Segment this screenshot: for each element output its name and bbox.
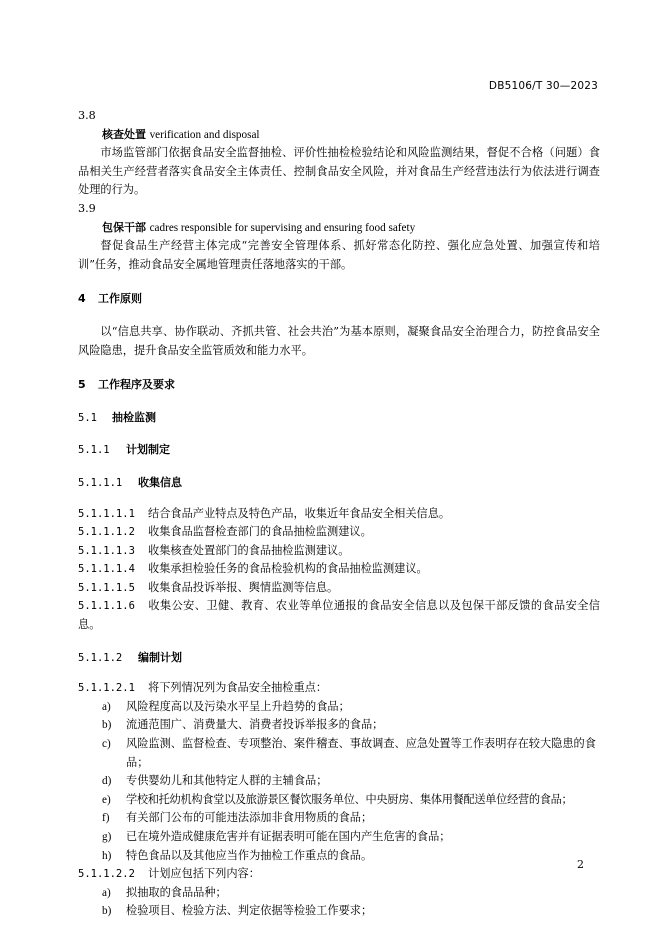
clause-text: 收集公安、卫健、教育、农业等单位通报的食品安全信息以及包保干部反馈的食品安全信息。 xyxy=(78,599,600,632)
list-item xyxy=(78,716,600,735)
clause-text: 将下列情况列为食品安全抽检重点： xyxy=(148,681,328,695)
clause-text: 计划应包括下列内容： xyxy=(148,867,260,881)
list-item xyxy=(78,809,600,828)
list-item xyxy=(78,791,600,810)
clause-text: 收集食品投诉举报、舆情监测等信息。 xyxy=(148,580,339,594)
list-item xyxy=(78,698,600,717)
term-title-cn: 核查处置 xyxy=(102,127,146,141)
section-number: 4 xyxy=(78,292,86,306)
list-marker: c) xyxy=(102,738,111,751)
list-text: 学校和托幼机构食堂以及旅游景区餐饮服务单位、中央厨房、集体用餐配送单位经营的食品； xyxy=(126,792,573,806)
clause-item xyxy=(78,560,600,579)
clause-text: 收集承担检验任务的食品检验机构的食品抽检监测建议。 xyxy=(148,562,428,576)
term-heading xyxy=(78,126,600,145)
clause-item xyxy=(78,865,600,884)
subsection-title: 收集信息 xyxy=(138,475,182,489)
clause-number: 5.1.1.1.5 xyxy=(78,581,135,594)
clause-number: 5.1.1.1.6 xyxy=(78,600,135,613)
list-item xyxy=(78,847,600,866)
list-text: 流通范围广、消费量大、消费者投诉举报多的食品； xyxy=(126,718,384,732)
clause-number: 5.1.1.1.2 xyxy=(78,526,135,539)
clause-block xyxy=(78,679,600,921)
section-title: 工作程序及要求 xyxy=(98,378,175,392)
list-marker: h) xyxy=(102,849,112,862)
document-body xyxy=(78,107,600,921)
subsection-title: 计划制定 xyxy=(126,443,170,457)
list-marker: f) xyxy=(102,812,110,825)
subsection-number: 5.1 xyxy=(78,411,97,424)
list-text: 检验项目、检验方法、判定依据等检验工作要求； xyxy=(126,904,373,918)
list-item xyxy=(78,772,600,791)
document-code: DB5106/T 30—2023 xyxy=(488,80,598,92)
clause-item xyxy=(78,505,600,524)
subsection-heading xyxy=(78,649,600,668)
clause-number: 5.1.1.1.4 xyxy=(78,563,135,576)
list-text: 特色食品以及其他应当作为抽检工作重点的食品。 xyxy=(126,848,373,862)
list-text: 风险监测、监督检查、专项整治、案件稽查、事故调查、应急处置等工作表明存在较大隐患的食品； xyxy=(126,737,596,769)
term-definition: 督促食品生产经营主体完成“完善安全管理体系、抓好常态化防控、强化应急处置、加强宣传和培训”任务，推动食品安全属地管理责任落地落实的干部。 xyxy=(78,239,600,271)
clause-item xyxy=(78,679,600,698)
clause-item xyxy=(78,579,600,598)
subsection-number: 5.1.1.1 xyxy=(78,476,123,489)
term-number: 3.8 xyxy=(78,109,96,122)
term-title-en: verification and disposal xyxy=(149,128,260,141)
list-item xyxy=(78,828,600,847)
list-marker: d) xyxy=(102,775,112,788)
subsection-heading xyxy=(78,474,600,493)
list-marker: a) xyxy=(102,700,111,713)
subsection-heading xyxy=(78,441,600,460)
list-text: 已在境外造成健康危害并有证据表明可能在国内产生危害的食品； xyxy=(126,830,451,843)
list-text: 专供婴幼儿和其他特定人群的主辅食品； xyxy=(126,774,328,788)
clause-list xyxy=(78,505,600,635)
list-text: 有关部门公布的可能违法添加非食用物质的食品； xyxy=(126,811,373,825)
term-title-cn: 包保干部 xyxy=(102,220,146,234)
section-title: 工作原则 xyxy=(98,292,142,306)
clause-text: 收集核查处置部门的食品抽检监测建议。 xyxy=(148,543,350,557)
clause-number: 5.1.1.1.1 xyxy=(78,507,135,520)
subsection-number: 5.1.1 xyxy=(78,444,110,457)
list-marker: b) xyxy=(102,905,112,918)
term-definition: 市场监管部门依据食品安全监督抽检、评价性抽检检验结论和风险监测结果，督促不合格（问题）食品相关生产经营者落实食品安全主体责任、控制食品安全风险，并对食品生产经营违法行为依法进行调查处理的行为。 xyxy=(78,146,600,197)
list-item xyxy=(78,735,600,772)
subsection-title: 抽检监测 xyxy=(112,410,156,424)
term-number: 3.9 xyxy=(78,201,96,215)
list-item xyxy=(78,884,600,903)
subsection-number: 5.1.1.2 xyxy=(78,651,123,664)
section-number: 5 xyxy=(78,378,86,392)
clause-number: 5.1.1.1.3 xyxy=(78,544,135,557)
list-marker: g) xyxy=(102,831,112,843)
list-text: 拟抽取的食品品种； xyxy=(126,885,227,899)
section-heading xyxy=(78,290,600,309)
list-marker: e) xyxy=(102,793,111,806)
clause-number: 5.1.1.2.2 xyxy=(78,868,135,881)
subsection-heading xyxy=(78,409,600,428)
clause-number: 5.1.1.2.1 xyxy=(78,682,135,695)
section-paragraph: 以“信息共享、协作联动、齐抓共管、社会共治”为基本原则，凝聚食品安全治理合力，防控食品安全风险隐患，提升食品安全监管质效和能力水平。 xyxy=(78,324,600,357)
term-title-en: cadres responsible for supervising and ensuring food safety xyxy=(149,221,416,234)
clause-item xyxy=(78,597,600,634)
clause-item xyxy=(78,523,600,542)
list-text: 风险程度高以及污染水平呈上升趋势的食品； xyxy=(126,699,350,713)
clause-text: 结合食品产业特点及特色产品，收集近年食品安全相关信息。 xyxy=(148,506,451,520)
clause-item xyxy=(78,542,600,561)
clause-text: 收集食品监督检查部门的食品抽检监测建议。 xyxy=(148,525,372,539)
list-item xyxy=(78,902,600,921)
list-marker: a) xyxy=(102,886,111,899)
subsection-title: 编制计划 xyxy=(138,650,182,664)
term-heading xyxy=(78,219,600,238)
section-heading xyxy=(78,376,600,395)
list-marker: b) xyxy=(102,719,112,732)
page-number: 2 xyxy=(577,858,584,871)
